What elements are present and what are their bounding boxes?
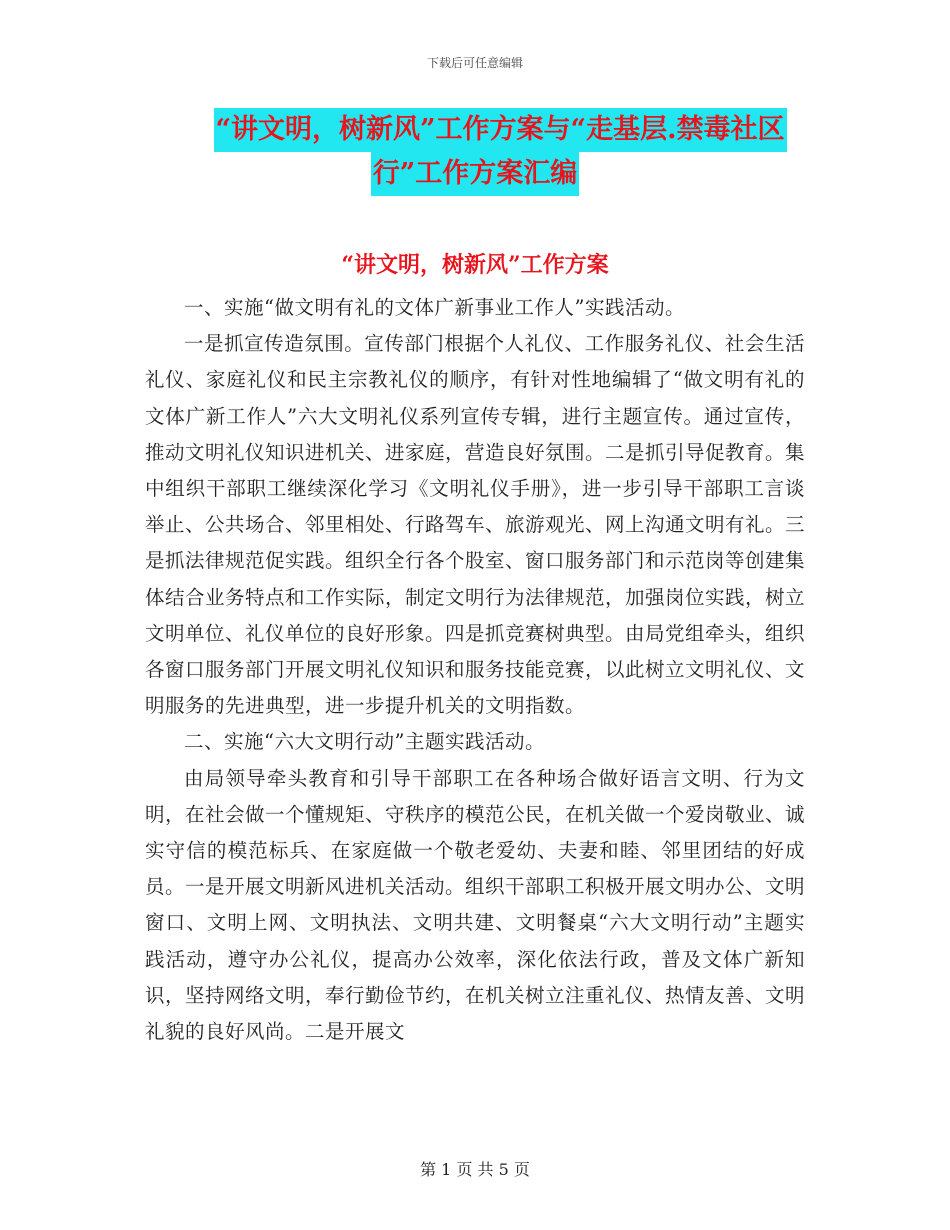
section-title: “讲文明，树新风”工作方案 <box>341 252 609 278</box>
paragraph: 一是抓宣传造氛围。宣传部门根据个人礼仪、工作服务礼仪、社会生活礼仪、家庭礼仪和民主宗教礼仪的顺序，有针对性地编辑了“做文明有礼的文体广新工作人”六大文明礼仪系列宣传专辑，进行主题宣传。通过宣传，推动文明礼仪知识进机关、进家庭，营造良好氛围。二是抓引导促教育。集中组织干部职工继续深化学习《文明礼仪手册》，进一步引导干部职工言谈举止、公共场合、邻里相处、行路驾车、旅游观光、网上沟通文明有礼。三是抓法律规范促实践。组织全行各个股室、窗口服务部门和示范岗等创建集体结合业务特点和工作实际，制定文明行为法律规范，加强岗位实践，树立文明单位、礼仪单位的良好形象。四是抓竞赛树典型。由局党组牵头，组织各窗口服务部门开展文明礼仪知识和服务技能竞赛，以此树立文明礼仪、文明服务的先进典型，进一步提升机关的文明指数。 <box>145 332 806 718</box>
paragraph: 由局领导牵头教育和引导干部职工在各种场合做好语言文明、行为文明，在社会做一个懂规矩、守秩序的模范公民，在机关做一个爱岗敬业、诚实守信的模范标兵、在家庭做一个敬老爱幼、夫妻和睦、邻里团结的好成员。一是开展文明新风进机关活动。组织干部职工积极开展文明办公、文明窗口、文明上网、文明执法、文明共建、文明餐桌“六大文明行动”主题实践活动，遵守办公礼仪，提高办公效率，深化依法行政，普及文体广新知识，坚持网络文明，奉行勤俭节约，在机关树立注重礼仪、热情友善、文明礼貌的良好风尚。二是开展文 <box>145 766 806 1044</box>
header-note: 下载后可任意编辑 <box>426 56 523 70</box>
page-number: 第 1 页 共 5 页 <box>420 1160 530 1179</box>
paragraph-heading-1: 一、实施“做文明有礼的文体广新事业工作人”实践活动。 <box>184 296 685 319</box>
document-title-line1: “讲文明，树新风”工作方案与“走基层.禁毒社区 <box>214 108 787 152</box>
document-title <box>0 108 950 196</box>
document-title-line2: 行”工作方案汇编 <box>371 152 580 196</box>
paragraph-heading-2: 二、实施“六大文明行动”主题实践活动。 <box>184 730 545 754</box>
document-body <box>145 290 805 1050</box>
